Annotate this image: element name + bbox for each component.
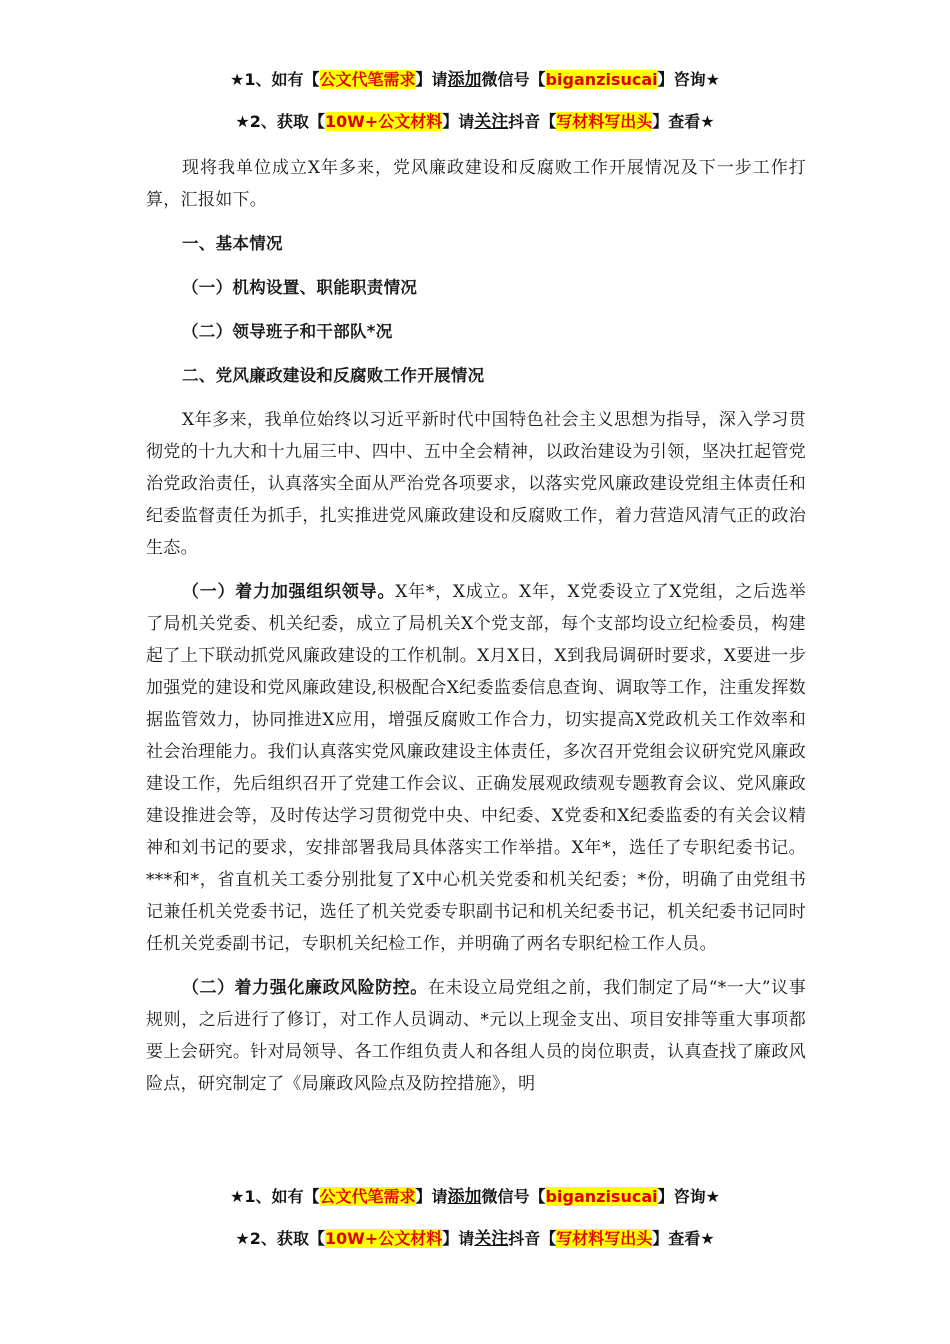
subsection-heading-1-1: （一）机构设置、职能职责情况 <box>182 278 418 297</box>
promo-text: ★1、如有【 <box>230 70 320 89</box>
promo-douyin-account: 写材料写出头 <box>556 112 653 131</box>
promo-text: 】查看★ <box>652 112 715 131</box>
promo-text: 】请 <box>415 1187 448 1206</box>
promo-text: 】请 <box>442 112 475 131</box>
promo-text: 抖音【 <box>508 112 557 131</box>
promo-text: 】咨询★ <box>657 70 720 89</box>
promo-line-2-top <box>0 111 950 133</box>
promo-text: 微信号【 <box>481 1187 546 1206</box>
promo-text: 】查看★ <box>652 1229 715 1248</box>
promo-text: ★2、获取【 <box>235 1229 325 1248</box>
paragraph-organization <box>146 576 806 960</box>
promo-underline: 关注 <box>474 1229 509 1249</box>
promo-text: ★1、如有【 <box>230 1187 320 1206</box>
promo-highlight: 10W+公文材料 <box>324 1229 443 1248</box>
paragraph-text: X年*，X成立。X年，X党委设立了X党组，之后选举了局机关党委、机关纪委，成立了局机关X个党支部，每个支部均设立纪检委员，构建起了上下联动抓党风廉政建设的工作机制。X月X日，X到我局调研时要求，X要进一步加强党的建设和党风廉政建设,积极配合X纪委监委信息查询、调取等工作，注重发挥数据监管效力，协同推进X应用，增强反腐败工作合力，切实提高X党政机关工作效率和社会治理能力。我们认真落实党风廉政建设主体责任，多次召开党组会议研究党风廉政建设工作，先后组织召开了党建工作会议、正确发展观政绩观专题教育会议、党风廉政建设推进会等，及时传达学习贯彻党中央、中纪委、X党委和X纪委监委的有关会议精神和刘书记的要求，安排部署我局具体落实工作举措。X年*，选任了专职纪委书记。***和*，省直机关工委分别批复了X中心机关党委和机关纪委；*份，明确了由党组书记兼任机关党委书记，选任了机关党委专职副书记和机关纪委书记，机关纪委书记同时任机关党委副书记，专职机关纪检工作，并明确了两名专职纪检工作人员。 <box>146 582 806 954</box>
promo-highlight: 公文代笔需求 <box>319 70 416 89</box>
promo-line-1-bottom <box>0 1186 950 1208</box>
promo-highlight: 公文代笔需求 <box>319 1187 416 1206</box>
section-heading-2: 二、党风廉政建设和反腐败工作开展情况 <box>182 366 485 385</box>
paragraph-text: 在未设立局党组之前，我们制定了局“*一大”议事规则，之后进行了修订，对工作人员调动、*元以上现金支出、项目安排等重大事项都要上会研究。针对局领导、各工作组负责人和各组人员的岗位职责，认真查找了廉政风险点，研究制定了《局廉政风险点及防控措施》，明 <box>146 978 807 1094</box>
promo-underline: 添加 <box>447 1187 482 1207</box>
promo-wechat-id: biganzisucai <box>545 1187 658 1206</box>
paragraph-lead: （一）着力加强组织领导。 <box>182 582 396 602</box>
paragraph-overview: X年多来，我单位始终以习近平新时代中国特色社会主义思想为指导，深入学习贯彻党的十九大和十九届三中、四中、五中全会精神，以政治建设为引领，坚决扛起管党治党政治责任，认真落实全面从严治党各项要求，以落实党风廉政建设党组主体责任和纪委监督责任为抓手，扎实推进党风廉政建设和反腐败工作，着力营造风清气正的政治生态。 <box>146 410 806 558</box>
promo-text: 抖音【 <box>508 1229 557 1248</box>
paragraph-risk-control <box>146 972 806 1100</box>
promo-highlight: 10W+公文材料 <box>324 112 443 131</box>
promo-text: 】咨询★ <box>657 1187 720 1206</box>
subsection-heading-1-2: （二）领导班子和干部队*况 <box>182 322 393 341</box>
section-heading-1: 一、基本情况 <box>182 234 283 253</box>
document-body <box>146 152 806 1100</box>
promo-line-2-bottom <box>0 1228 950 1250</box>
promo-underline: 添加 <box>447 70 482 90</box>
promo-line-1-top <box>0 69 950 91</box>
promo-douyin-account: 写材料写出头 <box>556 1229 653 1248</box>
promo-text: 微信号【 <box>481 70 546 89</box>
intro-paragraph: 现将我单位成立X年多来，党风廉政建设和反腐败工作开展情况及下一步工作打算，汇报如下。 <box>146 158 806 210</box>
promo-text: ★2、获取【 <box>235 112 325 131</box>
promo-text: 】请 <box>442 1229 475 1248</box>
promo-text: 】请 <box>415 70 448 89</box>
paragraph-lead: （二）着力强化廉政风险防控。 <box>182 978 428 998</box>
promo-wechat-id: biganzisucai <box>545 70 658 89</box>
promo-underline: 关注 <box>474 112 509 132</box>
